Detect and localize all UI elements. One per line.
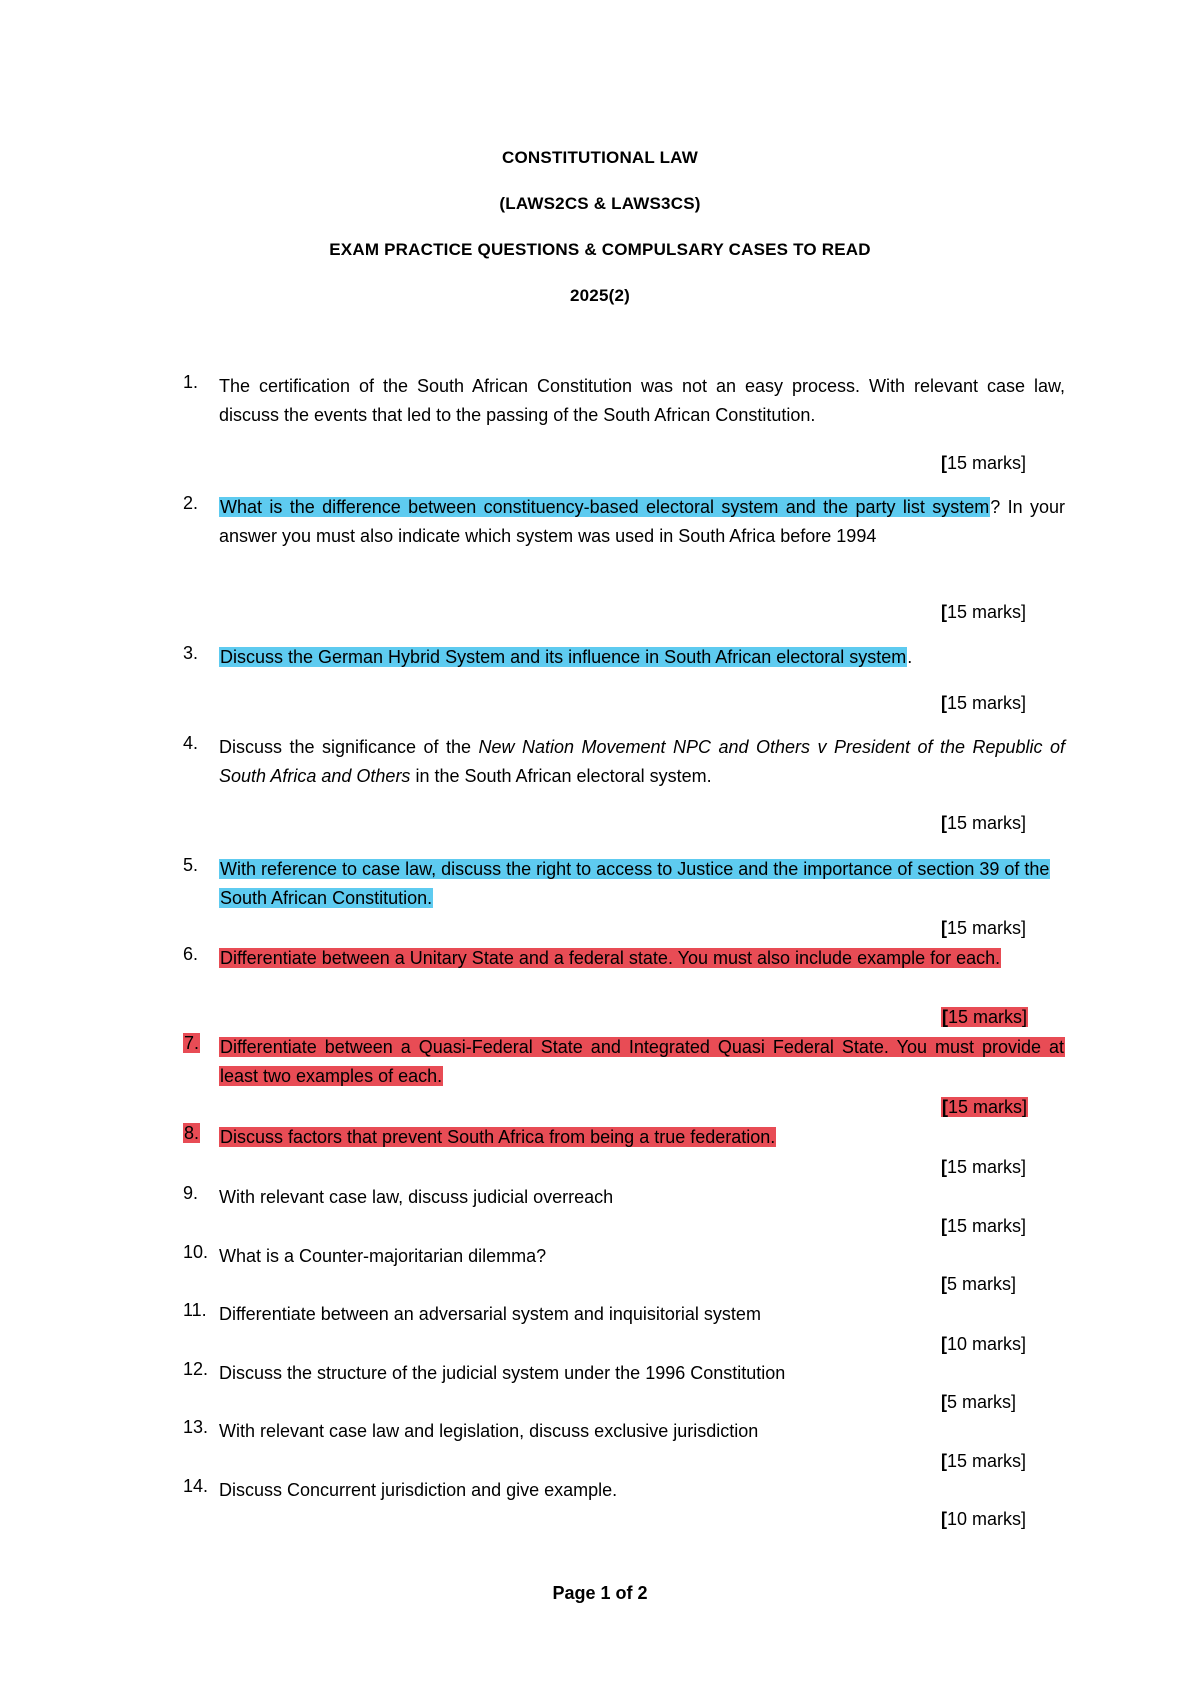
question-5-marks: [15 marks]	[941, 918, 1027, 938]
question-13-marks: [15 marks]	[941, 1451, 1027, 1471]
question-2-marks: [15 marks]	[941, 602, 1027, 622]
question-8-marks: [15 marks]	[941, 1157, 1027, 1177]
highlighted-text: With reference to case law, discuss the right to access to Justice and the importance of section 39 of the South African Constitution.	[220, 859, 1050, 908]
question-number: 7.	[184, 1033, 200, 1053]
question-7-marks: [15 marks]	[942, 1097, 1028, 1117]
page-number: Page 1 of 2	[552, 1583, 648, 1603]
question-number: 5.	[183, 855, 199, 875]
question-text: With relevant case law and legislation, discuss exclusive jurisdiction	[219, 1421, 759, 1441]
course-codes: (LAWS2CS & LAWS3CS)	[499, 194, 701, 213]
question-6-marks: [15 marks]	[942, 1007, 1028, 1027]
question-number: 11.	[183, 1300, 207, 1320]
question-9-marks: [15 marks]	[941, 1216, 1027, 1236]
question-number: 8.	[184, 1123, 200, 1143]
question-text: The certification of the South African Constitution was not an easy process. With relevant case law, discuss the events that led to the passing of the South African Constitution.	[219, 376, 1065, 425]
highlighted-text: Differentiate between a Quasi-Federal State and Integrated Quasi Federal State. You must provide at least two examples of each.	[220, 1037, 1064, 1086]
question-1-marks: [15 marks]	[941, 453, 1027, 473]
question-number: 9.	[183, 1183, 199, 1203]
question-3-marks: [15 marks]	[941, 693, 1027, 713]
question-text	[219, 1123, 1065, 1152]
question-4-marks: [15 marks]	[941, 813, 1027, 833]
highlighted-text: Discuss factors that prevent South Africa from being a true federation.	[220, 1127, 776, 1147]
question-10-marks: [5 marks]	[941, 1274, 1017, 1294]
question-number: 14.	[183, 1476, 209, 1496]
question-number: 10.	[183, 1242, 209, 1262]
question-number: 6.	[183, 944, 199, 964]
question-text: Discuss the significance of the New Nation Movement NPC and Others v President of the Republic of South Africa and Others in the South African electoral system.	[219, 737, 1065, 786]
question-number: 12.	[183, 1359, 209, 1379]
question-12-marks: [5 marks]	[941, 1392, 1017, 1412]
question-number: 1.	[183, 372, 199, 392]
question-14-marks: [10 marks]	[941, 1509, 1027, 1529]
term-label: 2025(2)	[570, 286, 630, 305]
question-text: What is a Counter-majoritarian dilemma?	[219, 1246, 547, 1266]
question-text	[219, 1033, 1065, 1091]
question-text: Discuss Concurrent jurisdiction and give example.	[219, 1480, 618, 1500]
question-text: Differentiate between an adversarial system and inquisitorial system	[219, 1304, 761, 1324]
question-text: Discuss the structure of the judicial system under the 1996 Constitution	[219, 1363, 786, 1383]
question-11-marks: [10 marks]	[941, 1334, 1027, 1354]
question-text: What is the difference between constituency-based electoral system and the party list system? In your answer you must also indicate which system was used in South Africa before 1994	[219, 497, 1065, 546]
highlighted-text: What is the difference between constituency-based electoral system and the party list system	[220, 497, 990, 517]
case-name: New Nation Movement NPC and Others v President of the Republic of South Africa and Others	[219, 737, 1065, 786]
question-number: 2.	[183, 493, 199, 513]
question-text: With relevant case law, discuss judicial overreach	[219, 1187, 614, 1207]
question-text: Discuss the German Hybrid System and its influence in South African electoral system.	[220, 647, 913, 667]
question-number: 4.	[183, 733, 199, 753]
highlighted-text: Discuss the German Hybrid System and its influence in South African electoral system	[220, 647, 907, 667]
course-title: CONSTITUTIONAL LAW	[502, 148, 698, 167]
question-text	[219, 855, 1065, 913]
question-text	[219, 944, 1065, 973]
highlighted-text: Differentiate between a Unitary State and a federal state. You must also include example for each.	[220, 948, 1001, 968]
document-subtitle: EXAM PRACTICE QUESTIONS & COMPULSARY CASES TO READ	[329, 240, 871, 259]
question-number: 3.	[183, 643, 199, 663]
question-number: 13.	[183, 1417, 209, 1437]
